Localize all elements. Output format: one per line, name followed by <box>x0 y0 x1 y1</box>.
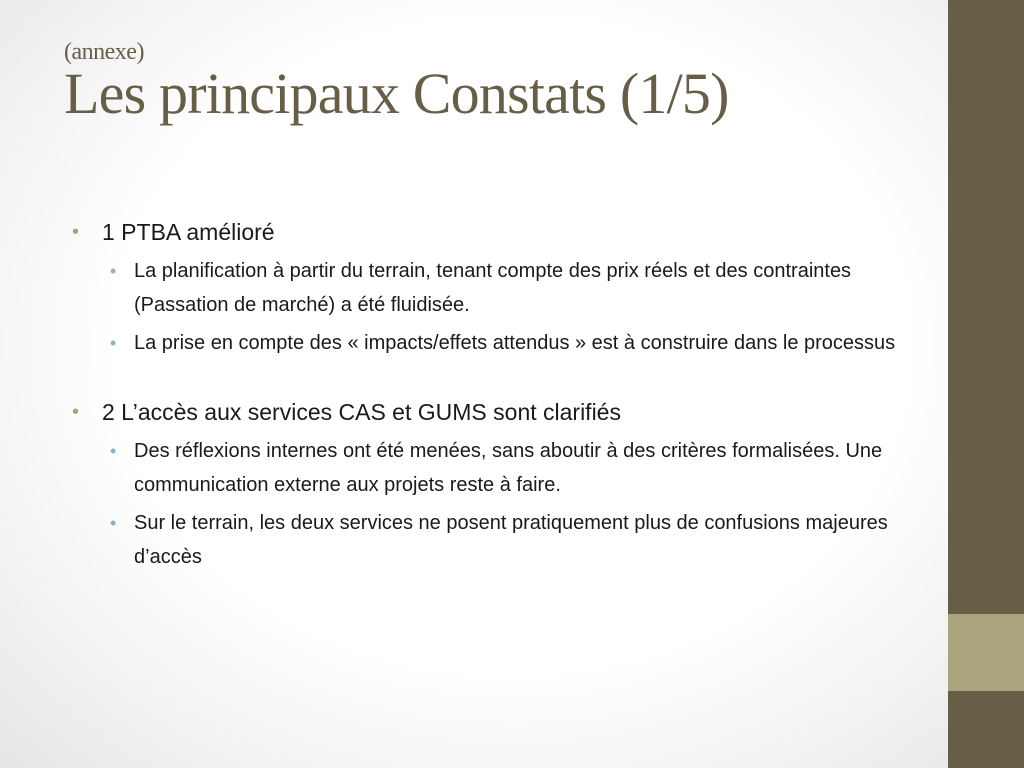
sub-bullet-list <box>72 254 948 360</box>
section-1 <box>72 214 948 360</box>
bullet-text: Des réflexions internes ont été menées, sans aboutir à des critères formalisées. Une communication externe aux projets reste à faire. <box>134 440 883 496</box>
section-2 <box>72 394 948 574</box>
bullet-dot-icon: • <box>110 261 117 281</box>
bullet-item-level2 <box>72 326 948 360</box>
bullet-text: La planification à partir du terrain, tenant compte des prix réels et des contraintes (Passation de marché) a été fluidisée. <box>134 260 852 316</box>
pre-title: (annexe) <box>64 39 144 65</box>
bullet-item-level2 <box>72 254 948 322</box>
bullet-dot-icon: • <box>110 513 117 533</box>
bullet-dot-icon: • <box>110 333 117 353</box>
bullet-dot-icon: • <box>72 221 80 243</box>
bullet-item-level1 <box>72 394 948 430</box>
section-heading: 1 PTBA amélioré <box>102 219 275 245</box>
bullet-item-level2 <box>72 434 948 502</box>
section-heading: 2 L’accès aux services CAS et GUMS sont clarifiés <box>102 399 621 425</box>
bullet-text: La prise en compte des « impacts/effets attendus » est à construire dans le processus <box>134 332 896 354</box>
bullet-text: Sur le terrain, les deux services ne posent pratiquement plus de confusions majeures d’accès <box>134 512 888 568</box>
bullet-dot-icon: • <box>110 441 117 461</box>
sub-bullet-list <box>72 434 948 574</box>
content-body <box>72 214 948 608</box>
bullet-item-level1 <box>72 214 948 250</box>
bullet-dot-icon: • <box>72 401 80 423</box>
bullet-item-level2 <box>72 506 948 574</box>
title-block <box>64 38 934 126</box>
slide-title: Les principaux Constats (1/5) <box>64 61 729 126</box>
side-accent-decoration <box>948 614 1024 691</box>
